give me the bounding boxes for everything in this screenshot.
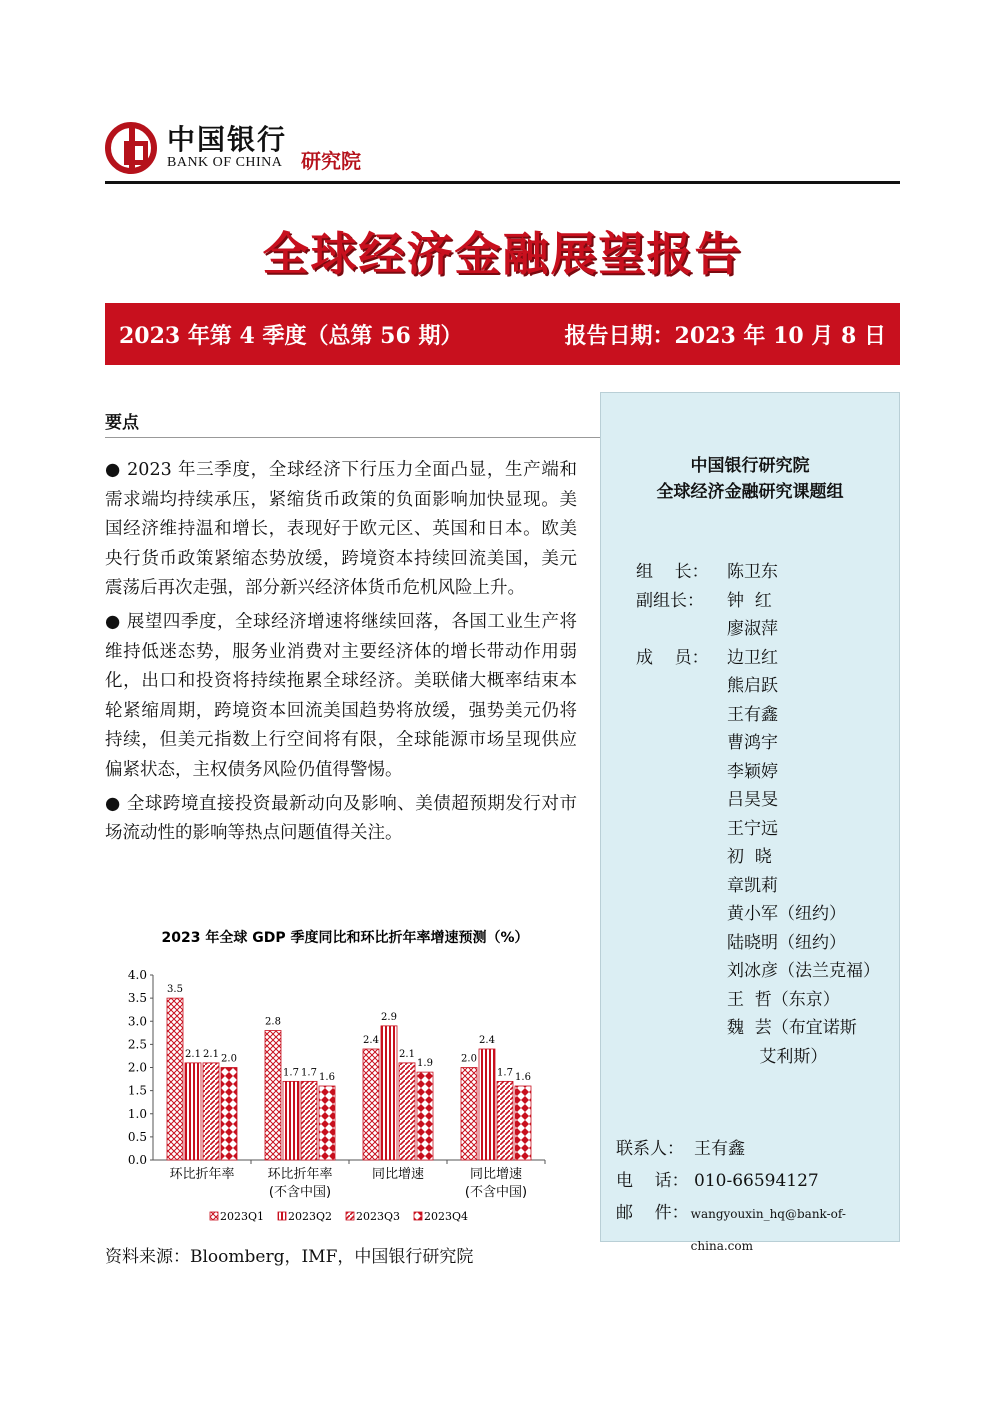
roster-row bbox=[636, 701, 880, 730]
roster-role bbox=[636, 701, 727, 730]
roster-name: 陆晓明（纽约） bbox=[727, 932, 846, 953]
legend-label: 2023Q1 bbox=[220, 1210, 265, 1223]
team-org bbox=[601, 453, 899, 505]
bar-value-label: 3.5 bbox=[167, 984, 183, 996]
category-label: 环比折年率 bbox=[169, 1167, 235, 1182]
legend-swatch bbox=[210, 1212, 218, 1220]
roster-name: 王有鑫 bbox=[727, 704, 778, 725]
roster-role: 副组长： bbox=[636, 590, 704, 611]
bar-value-label: 1.6 bbox=[319, 1072, 335, 1083]
y-tick-label: 4.0 bbox=[127, 968, 147, 982]
org-name: 中国银行研究院 bbox=[690, 456, 810, 476]
roster-row bbox=[636, 957, 880, 986]
issue-label: 2023 年第 4 季度（总第 56 期） bbox=[119, 322, 463, 349]
roster-name: 吕昊旻 bbox=[727, 790, 778, 810]
bar-2023Q2 bbox=[185, 1063, 201, 1160]
roster-role bbox=[636, 815, 727, 844]
roster-row bbox=[636, 900, 880, 929]
roster-role bbox=[636, 729, 727, 758]
bar-2023Q1 bbox=[461, 1068, 477, 1161]
bar-2023Q2 bbox=[479, 1049, 495, 1160]
contact-block bbox=[616, 1133, 899, 1262]
y-tick-label: 2.5 bbox=[127, 1037, 147, 1052]
header-rule bbox=[105, 181, 900, 184]
legend-label: 2023Q2 bbox=[288, 1210, 333, 1223]
bar-2023Q4 bbox=[319, 1086, 335, 1160]
bar-value-label: 2.4 bbox=[479, 1035, 495, 1046]
roster-row bbox=[636, 587, 880, 616]
bar-value-label: 1.7 bbox=[497, 1067, 513, 1079]
bar-value-label: 1.6 bbox=[515, 1072, 531, 1083]
chart-title: 2023 年全球 GDP 季度同比和环比折年率增速预测（%） bbox=[161, 930, 529, 946]
roster-role bbox=[636, 986, 727, 1015]
roster-name: 魏 芸（布宜诺斯 bbox=[727, 1018, 857, 1038]
bar-value-label: 2.1 bbox=[399, 1048, 415, 1060]
roster-row bbox=[636, 672, 880, 701]
bank-of-china-emblem-icon bbox=[105, 122, 157, 174]
bar-value-label: 2.9 bbox=[381, 1011, 397, 1023]
roster-name: 王 哲（东京） bbox=[727, 989, 840, 1010]
source-note: 资料来源：Bloomberg，IMF，中国银行研究院 bbox=[105, 1247, 474, 1267]
roster-row bbox=[636, 644, 880, 673]
bar-value-label: 1.7 bbox=[301, 1067, 317, 1079]
roster-name: 李颖婷 bbox=[727, 761, 778, 782]
bar-value-label: 1.7 bbox=[283, 1067, 299, 1079]
email-link[interactable]: wangyouxin_hq@bank-of-china.com bbox=[690, 1207, 846, 1253]
roster-name: 钟 红 bbox=[727, 590, 772, 611]
contact-name: 王有鑫 bbox=[694, 1139, 745, 1159]
gdp-forecast-chart bbox=[105, 920, 585, 1230]
bar-value-label: 1.9 bbox=[417, 1058, 433, 1070]
key-points-rule bbox=[105, 437, 600, 438]
key-point: ● 全球跨境直接投资最新动向及影响、美债超预期发行对市场流动性的影响等热点问题值得关注。 bbox=[105, 793, 577, 844]
roster-role bbox=[636, 615, 727, 644]
roster-row bbox=[636, 729, 880, 758]
bar-value-label: 2.1 bbox=[185, 1048, 201, 1060]
roster-role bbox=[636, 786, 727, 815]
y-tick-label: 1.5 bbox=[127, 1083, 147, 1098]
bar-value-label: 2.0 bbox=[461, 1053, 477, 1065]
key-points-body bbox=[105, 456, 577, 853]
roster-role bbox=[636, 872, 727, 901]
category-label: (不含中国) bbox=[268, 1185, 332, 1200]
roster-name: 章凯莉 bbox=[727, 875, 778, 896]
roster-row bbox=[636, 872, 880, 901]
bar-2023Q1 bbox=[265, 1031, 281, 1161]
chart-svg bbox=[105, 920, 585, 1230]
bank-logo bbox=[105, 118, 361, 178]
bar-2023Q2 bbox=[381, 1026, 397, 1160]
bar-value-label: 2.8 bbox=[265, 1016, 281, 1028]
research-team-panel bbox=[600, 392, 900, 1253]
issue-banner bbox=[105, 303, 900, 365]
key-point: ● 展望四季度，全球经济增速将继续回落，各国工业生产将维持低迷态势，服务业消费对主要经济体的增长带动作用弱化，出口和投资将持续拖累全球经济。美联储大概率结束本轮紧缩周期，跨境资本回流美国趋势将放缓，强势美元仍将持续，但美元指数上行空间将有限，全球能源市场呈现供应偏紧状态，主权债务风险仍值得警惕。 bbox=[105, 611, 577, 780]
category-label: 环比折年率 bbox=[267, 1167, 333, 1182]
bar-2023Q4 bbox=[515, 1086, 531, 1160]
report-title: 全球经济金融展望报告 bbox=[262, 227, 743, 281]
roster-row bbox=[636, 1043, 880, 1072]
roster-role bbox=[636, 843, 727, 872]
roster-role bbox=[636, 758, 727, 787]
roster-name: 王宁远 bbox=[727, 818, 778, 839]
roster-role bbox=[636, 900, 727, 929]
bar-value-label: 2.4 bbox=[363, 1035, 379, 1046]
roster-name: 熊启跃 bbox=[727, 676, 778, 696]
y-tick-label: 3.5 bbox=[127, 991, 147, 1006]
phone-number: 010-66594127 bbox=[694, 1171, 819, 1191]
report-date: 报告日期：2023 年 10 月 8 日 bbox=[564, 322, 886, 349]
roster-row bbox=[636, 929, 880, 958]
roster-name: 陈卫东 bbox=[727, 562, 778, 582]
bar-2023Q2 bbox=[283, 1081, 299, 1160]
institute-name: 研究院 bbox=[301, 148, 362, 173]
bar-2023Q3 bbox=[301, 1081, 317, 1160]
logo-english-name: BANK OF CHINA bbox=[167, 155, 283, 170]
team-name: 全球经济金融研究课题组 bbox=[656, 482, 844, 502]
bar-2023Q3 bbox=[497, 1081, 513, 1160]
bar-2023Q4 bbox=[221, 1068, 237, 1161]
bar-2023Q4 bbox=[417, 1072, 433, 1160]
contact-label: 联系人： bbox=[616, 1139, 684, 1159]
team-roster bbox=[636, 558, 880, 1071]
bar-value-label: 2.1 bbox=[203, 1048, 219, 1060]
legend-swatch bbox=[278, 1212, 286, 1220]
logo-chinese-name: 中国银行 bbox=[167, 123, 288, 156]
roster-role bbox=[636, 929, 727, 958]
roster-name: 曹鸿宇 bbox=[727, 733, 778, 753]
roster-row bbox=[636, 815, 880, 844]
email-label: 邮 件： bbox=[616, 1203, 689, 1223]
roster-row bbox=[636, 843, 880, 872]
legend-swatch bbox=[346, 1212, 354, 1220]
roster-name: 初 晓 bbox=[727, 847, 772, 867]
roster-row bbox=[636, 758, 880, 787]
legend-label: 2023Q3 bbox=[356, 1210, 401, 1223]
key-points-heading: 要点 bbox=[105, 413, 139, 433]
roster-name: 黄小军（纽约） bbox=[727, 904, 846, 924]
y-tick-label: 1.0 bbox=[127, 1106, 147, 1121]
legend-swatch bbox=[414, 1212, 422, 1220]
bar-2023Q1 bbox=[363, 1049, 379, 1160]
bar-value-label: 2.0 bbox=[221, 1053, 237, 1065]
roster-row bbox=[636, 986, 880, 1015]
legend-label: 2023Q4 bbox=[424, 1210, 469, 1223]
category-label: 同比增速 bbox=[469, 1167, 523, 1182]
y-tick-label: 2.0 bbox=[127, 1060, 147, 1075]
bar-2023Q1 bbox=[167, 998, 183, 1160]
y-tick-label: 0.0 bbox=[127, 1153, 147, 1167]
y-tick-label: 3.0 bbox=[127, 1014, 147, 1029]
roster-role bbox=[636, 1043, 727, 1072]
y-tick-label: 0.5 bbox=[127, 1129, 147, 1144]
bar-2023Q3 bbox=[399, 1063, 415, 1160]
roster-row bbox=[636, 1014, 880, 1043]
roster-row bbox=[636, 786, 880, 815]
roster-role bbox=[636, 672, 727, 701]
roster-role: 组 长： bbox=[636, 562, 709, 582]
roster-role bbox=[636, 1014, 727, 1043]
roster-role: 成 员： bbox=[636, 647, 709, 668]
roster-name: 边卫红 bbox=[727, 647, 778, 668]
roster-name: 刘冰彦（法兰克福） bbox=[727, 961, 880, 981]
roster-row bbox=[636, 558, 880, 587]
key-point: ● 2023 年三季度，全球经济下行压力全面凸显，生产端和需求端均持续承压，紧缩货币政策的负面影响加快显现。美国经济维持温和增长，表现好于欧元区、英国和日本。欧美央行货币政策紧缩态势放缓，跨境资本持续回流美国，美元震荡后再次走强，部分新兴经济体货币危机风险上升。 bbox=[105, 460, 577, 599]
roster-row bbox=[636, 615, 880, 644]
phone-label: 电 话： bbox=[616, 1171, 689, 1191]
category-label: 同比增速 bbox=[371, 1167, 425, 1182]
roster-name: 廖淑萍 bbox=[727, 619, 778, 639]
category-label: (不含中国) bbox=[464, 1185, 528, 1200]
bar-2023Q3 bbox=[203, 1063, 219, 1160]
roster-name: 艾利斯） bbox=[727, 1046, 828, 1067]
roster-role bbox=[636, 957, 727, 986]
